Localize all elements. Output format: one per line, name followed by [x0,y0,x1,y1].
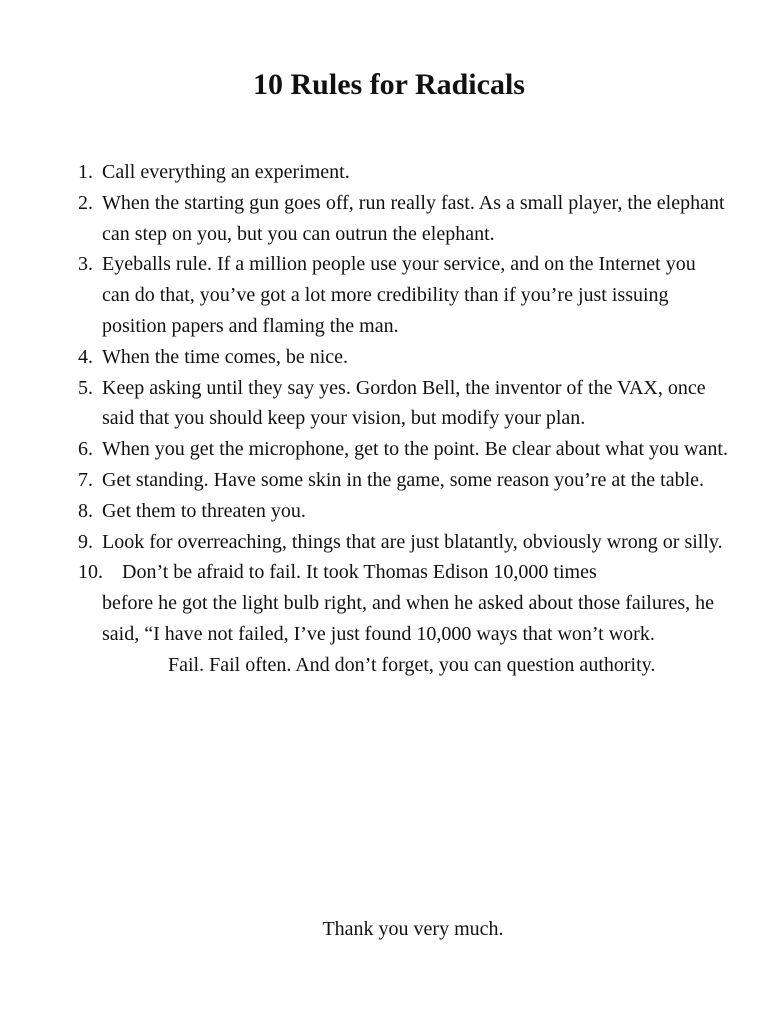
rule-number: 9. [78,530,93,553]
rule-text: When the time comes, be nice. [102,345,349,368]
rule-item-6 [78,434,728,465]
rule-number: 3. [78,253,93,276]
rule-text: When the starting gun goes off, run really fast. As a small player, the elephant can step on you, but you can outrun the elephant. [102,191,725,245]
rule-10-continuation: before he got the light bulb right, and when he asked about those failures, he said, “I have not failed, I’ve just found 10,000 ways that won’t work. [102,592,715,645]
rule-item-1 [78,157,728,188]
rules-list [78,157,728,681]
rule-number: 10. [78,561,103,584]
rule-text: Get standing. Have some skin in the game, some reason you’re at the table. [102,468,705,491]
rule-text: Look for overreaching, things that are just blatantly, obviously wrong or silly. [102,530,723,553]
document-title: 10 Rules for Radicals [253,68,525,101]
rule-item-9 [78,527,728,558]
rule-text: Eyeballs rule. If a million people use your service, and on the Internet you can do that, you’ve got a lot more credibility than if you’re just issuing position papers and flaming the man. [102,253,696,337]
rule-item-10 [78,557,728,680]
rule-number: 5. [78,376,93,399]
rule-10-first-line [78,557,728,588]
rule-item-8 [78,496,728,527]
rule-text: Get them to threaten you. [102,499,306,522]
rule-10-second-paragraph: Fail. Fail often. And don’t forget, you can question authority. [168,653,656,676]
rule-text: Don’t be afraid to fail. It took Thomas Edison 10,000 times [122,561,597,584]
rule-item-2 [78,188,728,250]
rule-number: 6. [78,438,93,461]
rule-number: 2. [78,191,93,214]
rule-text: Keep asking until they say yes. Gordon Bell, the inventor of the VAX, once said that you should keep your vision, but modify your plan. [102,376,706,430]
rule-number: 8. [78,499,93,522]
closing-line: Thank you very much. [322,918,504,940]
rule-item-4 [78,342,728,373]
rule-item-3 [78,249,728,341]
rule-text: Call everything an experiment. [102,161,350,183]
rule-text: When you get the microphone, get to the point. Be clear about what you want. [102,438,728,461]
rule-item-5 [78,373,728,435]
rule-item-7 [78,465,728,496]
rule-number: 1. [78,161,93,183]
rule-number: 7. [78,468,93,491]
rule-number: 4. [78,345,93,368]
